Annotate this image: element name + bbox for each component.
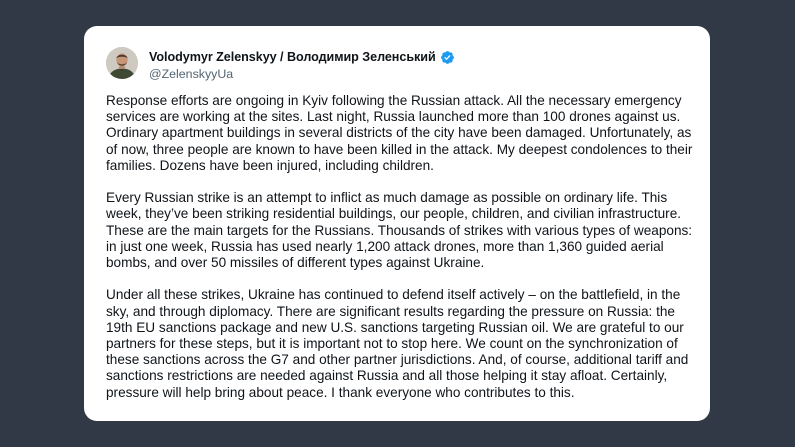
post-card — [84, 26, 710, 421]
author-display-name[interactable]: Volodymyr Zelenskyy / Володимир Зеленський — [149, 50, 436, 64]
post-paragraph: Under all these strikes, Ukraine has continued to defend itself actively – on the battlefield, in the sky, and through diplomacy. There are significant results regarding the pressure on Russia: the 19th EU sanctions package and new U.S. sanctions targeting Russian oil. We are grateful to our partners for these steps, but it is important not to stop here. We count on the synchronization of these sanctions across the G7 and other partner jurisdictions. And, of course, additional tariff and sanctions restrictions are needed against Russia and all those helping it stay afloat. Certainly, pressure will help bring about peace. I thank everyone who contributes to this. — [106, 287, 689, 400]
post-paragraph: Every Russian strike is an attempt to inflict as much damage as possible on ordinary life. This week, they’ve been striking residential buildings, our people, children, and civilian infrastructure. These are the main targets for the Russians. Thousands of strikes with various types of weapons: in just one week, Russia has used nearly 1,200 attack drones, more than 1,360 guided aerial bombs, and over 50 missiles of different types against Ukraine. — [106, 190, 693, 271]
author-handle[interactable]: @ZelenskyyUa — [149, 67, 234, 81]
post-paragraph: Response efforts are ongoing in Kyiv following the Russian attack. All the necessary emergency services are working at the sites. Last night, Russia launched more than 100 drones against us. Ordinary apartment buildings in several districts of the city have been damaged. Unfortunately, as of now, three people are known to have been killed in the attack. My deepest condolences to their families. Dozens have been injured, including children. — [106, 93, 693, 173]
avatar-image — [106, 47, 138, 79]
verified-badge-icon — [440, 50, 455, 65]
author-row — [149, 49, 455, 65]
post-body — [106, 93, 696, 401]
avatar[interactable] — [106, 47, 138, 79]
